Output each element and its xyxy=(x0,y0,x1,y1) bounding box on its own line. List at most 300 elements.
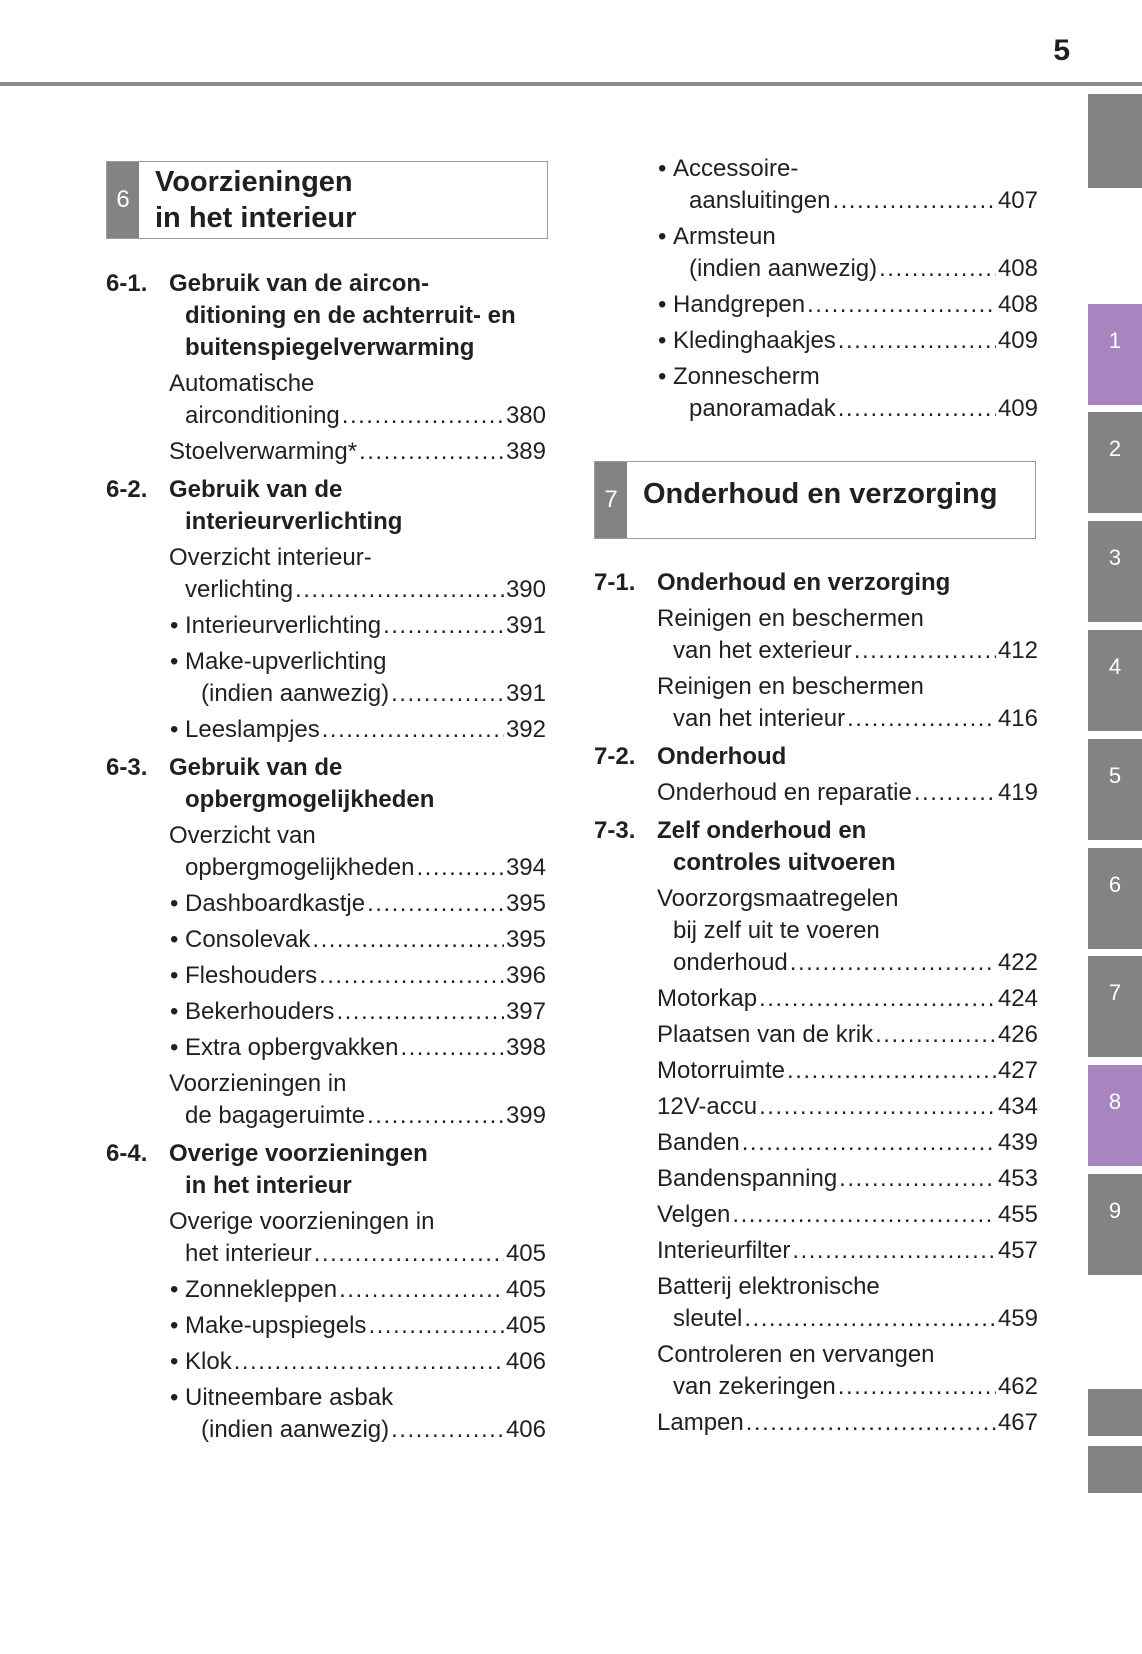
leader-dots xyxy=(359,436,504,468)
entry-title: van het exterieur xyxy=(673,637,852,664)
entry-title: Motorruimte xyxy=(657,1057,786,1084)
bullet-icon: • xyxy=(170,926,179,953)
chapter-tab-1[interactable] xyxy=(1088,304,1142,405)
entry-title: Automatische xyxy=(169,370,315,397)
entry-title: Handgrepen xyxy=(673,291,806,318)
entry-leader-line[interactable] xyxy=(106,852,546,884)
chapter-7-header[interactable] xyxy=(594,461,1036,539)
entry-title: (indien aanwezig) xyxy=(201,680,390,707)
blank-tab[interactable] xyxy=(1088,1446,1142,1493)
chapter-title-line: in het interieur xyxy=(155,202,357,234)
leader-dots xyxy=(295,574,504,606)
entry-title: Overige voorzieningen in xyxy=(169,1208,435,1235)
entry-title: de bagageruimte xyxy=(185,1102,366,1129)
toc-section xyxy=(106,474,546,538)
entry-title: Overzicht interieur- xyxy=(169,544,372,571)
entry-leader-line[interactable] xyxy=(594,983,1038,1015)
entry-leader-line[interactable] xyxy=(594,947,1038,979)
entry-text-line xyxy=(106,646,546,678)
chapter-tab-8[interactable] xyxy=(1088,1065,1142,1166)
entry-title: Leeslampjes xyxy=(185,716,320,743)
toc-entry[interactable] xyxy=(594,1271,1038,1335)
toc-subentry[interactable] xyxy=(594,221,1038,285)
page-reference[interactable]: 434 xyxy=(997,1093,1038,1120)
leader-dots xyxy=(744,1303,996,1335)
toc-right-bottom xyxy=(594,567,1038,1439)
entry-title: bij zelf uit te voeren xyxy=(673,917,880,944)
toc-section xyxy=(594,741,1038,773)
entry-title: Reinigen en beschermen xyxy=(657,673,924,700)
leader-dots xyxy=(787,1055,996,1087)
toc-entry[interactable] xyxy=(594,1127,1038,1159)
toc-subentry[interactable] xyxy=(594,325,1038,357)
leader-dots xyxy=(742,1127,996,1159)
section-title: Gebruik van de xyxy=(169,754,343,781)
toc-subentry[interactable] xyxy=(594,361,1038,425)
entry-text-line xyxy=(594,153,1038,185)
entry-leader-line[interactable] xyxy=(594,1019,1038,1051)
toc-entry[interactable] xyxy=(106,1206,546,1270)
leader-dots xyxy=(854,635,996,667)
page-reference[interactable]: 406 xyxy=(505,1416,546,1443)
section-heading-line xyxy=(106,474,546,506)
leader-dots xyxy=(838,393,996,425)
chapter-title xyxy=(139,162,356,238)
entry-title: Voorzieningen in xyxy=(169,1070,347,1097)
entry-leader-line[interactable] xyxy=(106,960,546,992)
leader-dots xyxy=(417,852,504,884)
page-reference[interactable]: 409 xyxy=(997,327,1038,354)
entry-text-line xyxy=(594,361,1038,393)
toc-subentry[interactable] xyxy=(106,996,546,1028)
entry-title: airconditioning xyxy=(185,402,340,429)
section-heading-line xyxy=(106,332,546,364)
section-title: interieurverlichting xyxy=(185,508,403,535)
leader-dots xyxy=(322,714,504,746)
section-heading-line xyxy=(106,752,546,784)
section-heading-line xyxy=(106,1170,546,1202)
chapter-title-line: Onderhoud en verzorging xyxy=(643,478,998,510)
entry-leader-line[interactable] xyxy=(594,393,1038,425)
entry-leader-line[interactable] xyxy=(594,185,1038,217)
entry-text-line xyxy=(594,603,1038,635)
entry-title: Fleshouders xyxy=(185,962,318,989)
toc-subentry[interactable] xyxy=(106,610,546,642)
entry-text-line xyxy=(594,671,1038,703)
entry-title: Controleren en vervangen xyxy=(657,1341,935,1368)
toc-subentry[interactable] xyxy=(106,646,546,710)
bullet-icon: • xyxy=(170,962,179,989)
tab-label: 6 xyxy=(1108,872,1122,897)
toc-subentry[interactable] xyxy=(106,1382,546,1446)
entry-leader-line[interactable] xyxy=(594,289,1038,321)
toc-entry[interactable] xyxy=(106,542,546,606)
entry-leader-line[interactable] xyxy=(594,1163,1038,1195)
entry-title: Bekerhouders xyxy=(185,998,335,1025)
section-number: 6-3. xyxy=(106,754,148,781)
chapter-6-header[interactable] xyxy=(106,161,548,239)
chapter-tab-2[interactable] xyxy=(1088,412,1142,513)
leader-dots xyxy=(367,1100,504,1132)
chapter-title xyxy=(627,462,997,538)
leader-dots xyxy=(234,1346,504,1378)
toc-subentry[interactable] xyxy=(106,714,546,746)
entry-leader-line[interactable] xyxy=(594,1303,1038,1335)
bullet-icon: • xyxy=(658,223,667,250)
section-heading-line xyxy=(106,784,546,816)
entry-leader-line[interactable] xyxy=(106,1032,546,1064)
toc-entry[interactable] xyxy=(594,777,1038,809)
leader-dots xyxy=(746,1407,996,1439)
leader-dots xyxy=(875,1019,996,1051)
entry-title: sleutel xyxy=(673,1305,743,1332)
entry-title: Kledinghaakjes xyxy=(673,327,836,354)
entry-leader-line[interactable] xyxy=(594,1127,1038,1159)
page-reference[interactable]: 398 xyxy=(505,1034,546,1061)
entry-text-line xyxy=(106,1068,546,1100)
blank-tab[interactable] xyxy=(1088,1389,1142,1436)
bullet-icon: • xyxy=(170,1276,179,1303)
tab-label: 1 xyxy=(1108,328,1122,353)
entry-title: Banden xyxy=(657,1129,740,1156)
blank-tab[interactable] xyxy=(1088,94,1142,188)
entry-leader-line[interactable] xyxy=(106,610,546,642)
entry-leader-line[interactable] xyxy=(106,436,546,468)
bullet-icon: • xyxy=(170,612,179,639)
entry-leader-line[interactable] xyxy=(106,1100,546,1132)
entry-leader-line[interactable] xyxy=(106,678,546,710)
entry-title: Motorkap xyxy=(657,985,758,1012)
entry-leader-line[interactable] xyxy=(594,1055,1038,1087)
toc-entry[interactable] xyxy=(594,603,1038,667)
entry-title: Onderhoud en reparatie xyxy=(657,779,912,806)
toc-section xyxy=(106,752,546,816)
page-reference[interactable]: 391 xyxy=(505,680,546,707)
page-reference[interactable]: 419 xyxy=(997,779,1038,806)
entry-leader-line[interactable] xyxy=(106,714,546,746)
page-reference[interactable]: 397 xyxy=(505,998,546,1025)
leader-dots xyxy=(342,400,504,432)
page-reference[interactable]: 422 xyxy=(997,949,1038,976)
section-title: Gebruik van de xyxy=(169,476,343,503)
page-reference[interactable]: 407 xyxy=(997,187,1038,214)
entry-title: opbergmogelijkheden xyxy=(185,854,415,881)
toc-entry[interactable] xyxy=(106,820,546,884)
section-title: Zelf onderhoud en xyxy=(657,817,867,844)
bullet-icon: • xyxy=(170,998,179,1025)
page-number: 5 xyxy=(1053,34,1070,67)
section-heading-line xyxy=(106,1138,546,1170)
leader-dots xyxy=(790,947,996,979)
entry-title: Make-upverlichting xyxy=(185,648,387,675)
leader-dots xyxy=(368,1310,504,1342)
entry-title: Reinigen en beschermen xyxy=(657,605,924,632)
section-number: 7-1. xyxy=(594,569,636,596)
chapter-tab-4[interactable] xyxy=(1088,630,1142,731)
entry-leader-line[interactable] xyxy=(594,777,1038,809)
toc-entry[interactable] xyxy=(594,983,1038,1015)
toc-left xyxy=(106,268,546,1446)
section-title: Onderhoud en verzorging xyxy=(657,569,951,596)
page-reference[interactable]: 412 xyxy=(997,637,1038,664)
entry-leader-line[interactable] xyxy=(106,574,546,606)
page-reference[interactable]: 390 xyxy=(505,576,546,603)
leader-dots xyxy=(312,924,504,956)
page-reference[interactable]: 405 xyxy=(505,1276,546,1303)
chapter-tab-9[interactable] xyxy=(1088,1174,1142,1275)
toc-entry[interactable] xyxy=(106,1068,546,1132)
entry-title: het interieur xyxy=(185,1240,312,1267)
bullet-icon: • xyxy=(658,155,667,182)
entry-title: Make-upspiegels xyxy=(185,1312,367,1339)
entry-text-line xyxy=(106,542,546,574)
section-number: 6-1. xyxy=(106,270,148,297)
entry-text-line xyxy=(106,368,546,400)
page-reference[interactable]: 427 xyxy=(997,1057,1038,1084)
chapter-tab-3[interactable] xyxy=(1088,521,1142,622)
entry-leader-line[interactable] xyxy=(106,1346,546,1378)
leader-dots xyxy=(314,1238,504,1270)
toc-entry[interactable] xyxy=(594,1055,1038,1087)
page-reference[interactable]: 395 xyxy=(505,926,546,953)
leader-dots xyxy=(336,996,504,1028)
section-title: buitenspiegelverwarming xyxy=(185,334,475,361)
entry-text-line xyxy=(106,1382,546,1414)
page-reference[interactable]: 453 xyxy=(997,1165,1038,1192)
leader-dots xyxy=(838,325,996,357)
entry-title: Dashboardkastje xyxy=(185,890,366,917)
entry-title: (indien aanwezig) xyxy=(689,255,878,282)
page-reference[interactable]: 462 xyxy=(997,1373,1038,1400)
entry-text-line xyxy=(594,915,1038,947)
entry-title: Velgen xyxy=(657,1201,731,1228)
toc-entry[interactable] xyxy=(106,436,546,468)
page-reference[interactable]: 396 xyxy=(505,962,546,989)
page-reference[interactable]: 455 xyxy=(997,1201,1038,1228)
page-reference[interactable]: 405 xyxy=(505,1312,546,1339)
entry-title: Stoelverwarming* xyxy=(169,438,358,465)
section-heading-line xyxy=(594,567,1038,599)
entry-leader-line[interactable] xyxy=(594,703,1038,735)
toc-entry[interactable] xyxy=(594,1019,1038,1051)
leader-dots xyxy=(400,1032,503,1064)
entry-title: aansluitingen xyxy=(689,187,831,214)
toc-subentry[interactable] xyxy=(106,960,546,992)
leader-dots xyxy=(759,1091,996,1123)
tab-label: 7 xyxy=(1108,980,1122,1005)
page-reference[interactable]: 408 xyxy=(997,255,1038,282)
entry-title: verlichting xyxy=(185,576,294,603)
section-number: 6-2. xyxy=(106,476,148,503)
entry-title: Armsteun xyxy=(673,223,776,250)
header-rule xyxy=(0,82,1142,86)
bullet-icon: • xyxy=(658,327,667,354)
toc-subentry[interactable] xyxy=(594,153,1038,217)
toc-section xyxy=(106,268,546,364)
entry-title: Consolevak xyxy=(185,926,311,953)
entry-title: Klok xyxy=(185,1348,232,1375)
entry-title: Zonnescherm xyxy=(673,363,820,390)
page-reference[interactable]: 467 xyxy=(997,1409,1038,1436)
entry-leader-line[interactable] xyxy=(106,1310,546,1342)
leader-dots xyxy=(391,1414,504,1446)
chapter-tab-5[interactable] xyxy=(1088,739,1142,840)
page-reference[interactable]: 394 xyxy=(505,854,546,881)
leader-dots xyxy=(383,610,504,642)
entry-leader-line[interactable] xyxy=(594,325,1038,357)
entry-title: Accessoire- xyxy=(673,155,799,182)
chapter-tab-7[interactable] xyxy=(1088,956,1142,1057)
tab-label: 2 xyxy=(1108,436,1122,461)
section-heading-line xyxy=(594,815,1038,847)
leader-dots xyxy=(391,678,504,710)
entry-title: Extra opbergvakken xyxy=(185,1034,399,1061)
entry-leader-line[interactable] xyxy=(594,1199,1038,1231)
leader-dots xyxy=(339,1274,504,1306)
page-reference[interactable]: 380 xyxy=(505,402,546,429)
bullet-icon: • xyxy=(170,1384,179,1411)
toc-section xyxy=(594,567,1038,599)
entry-title: Batterij elektronische xyxy=(657,1273,880,1300)
toc-subentry[interactable] xyxy=(594,289,1038,321)
leader-dots xyxy=(879,253,996,285)
entry-text-line xyxy=(106,820,546,852)
tab-label: 4 xyxy=(1108,654,1122,679)
section-title: opbergmogelijkheden xyxy=(185,786,435,813)
entry-text-line xyxy=(106,1206,546,1238)
section-heading-line xyxy=(106,300,546,332)
leader-dots xyxy=(807,289,996,321)
leader-dots xyxy=(839,1163,996,1195)
entry-leader-line[interactable] xyxy=(594,1091,1038,1123)
section-title: Gebruik van de aircon- xyxy=(169,270,430,297)
page-reference[interactable]: 391 xyxy=(505,612,546,639)
toc-entry[interactable] xyxy=(594,1339,1038,1403)
section-title: Onderhoud xyxy=(657,743,787,770)
entry-title: panoramadak xyxy=(689,395,836,422)
toc-entry[interactable] xyxy=(106,368,546,432)
entry-title: Zonnekleppen xyxy=(185,1276,338,1303)
page-reference[interactable]: 405 xyxy=(505,1240,546,1267)
toc-entry[interactable] xyxy=(594,1163,1038,1195)
section-title: ditioning en de achterruit- en xyxy=(185,302,516,329)
bullet-icon: • xyxy=(170,1034,179,1061)
toc-subentry[interactable] xyxy=(106,1310,546,1342)
section-heading-line xyxy=(594,847,1038,879)
page-reference[interactable]: 408 xyxy=(997,291,1038,318)
entry-title: Plaatsen van de krik xyxy=(657,1021,874,1048)
bullet-icon: • xyxy=(170,716,179,743)
tab-label: 8 xyxy=(1108,1089,1122,1114)
entry-title: onderhoud xyxy=(673,949,788,976)
page-reference[interactable]: 424 xyxy=(997,985,1038,1012)
entry-text-line xyxy=(594,1271,1038,1303)
tab-label: 9 xyxy=(1108,1198,1122,1223)
page-reference[interactable]: 392 xyxy=(505,716,546,743)
toc-entry[interactable] xyxy=(594,1199,1038,1231)
page-reference[interactable]: 395 xyxy=(505,890,546,917)
page-reference[interactable]: 409 xyxy=(997,395,1038,422)
entry-leader-line[interactable] xyxy=(106,1274,546,1306)
section-number: 7-2. xyxy=(594,743,636,770)
page-reference[interactable]: 459 xyxy=(997,1305,1038,1332)
bullet-icon: • xyxy=(658,291,667,318)
entry-title: Uitneembare asbak xyxy=(185,1384,394,1411)
chapter-title-line: Voorzieningen xyxy=(155,166,353,198)
leader-dots xyxy=(832,185,996,217)
leader-dots xyxy=(759,983,996,1015)
tab-label: 3 xyxy=(1108,545,1122,570)
toc-section xyxy=(594,815,1038,879)
entry-title: Interieurverlichting xyxy=(185,612,382,639)
page-reference[interactable]: 416 xyxy=(997,705,1038,732)
toc-subentry[interactable] xyxy=(106,1274,546,1306)
entry-title: Voorzorgsmaatregelen xyxy=(657,885,899,912)
entry-leader-line[interactable] xyxy=(106,1238,546,1270)
entry-leader-line[interactable] xyxy=(106,996,546,1028)
page-reference[interactable]: 406 xyxy=(505,1348,546,1375)
entry-leader-line[interactable] xyxy=(106,400,546,432)
leader-dots xyxy=(838,1371,996,1403)
entry-leader-line[interactable] xyxy=(594,253,1038,285)
tab-label: 5 xyxy=(1108,763,1122,788)
entry-leader-line[interactable] xyxy=(106,1414,546,1446)
section-number: 6-4. xyxy=(106,1140,148,1167)
page-reference[interactable]: 439 xyxy=(997,1129,1038,1156)
toc-subentry[interactable] xyxy=(106,1032,546,1064)
toc-subentry[interactable] xyxy=(106,1346,546,1378)
entry-leader-line[interactable] xyxy=(106,888,546,920)
section-heading-line xyxy=(106,506,546,538)
entry-leader-line[interactable] xyxy=(594,635,1038,667)
page-reference[interactable]: 457 xyxy=(997,1237,1038,1264)
bullet-icon: • xyxy=(658,363,667,390)
section-heading-line xyxy=(594,741,1038,773)
chapter-number: 7 xyxy=(595,462,627,538)
chapter-tab-6[interactable] xyxy=(1088,848,1142,949)
entry-text-line xyxy=(594,221,1038,253)
entry-text-line xyxy=(594,1339,1038,1371)
toc-entry[interactable] xyxy=(594,671,1038,735)
toc-entry[interactable] xyxy=(594,1235,1038,1267)
leader-dots xyxy=(914,777,996,809)
entry-title: Bandenspanning xyxy=(657,1165,838,1192)
toc-entry[interactable] xyxy=(594,1091,1038,1123)
entry-title: van het interieur xyxy=(673,705,846,732)
entry-leader-line[interactable] xyxy=(594,1235,1038,1267)
toc-entry[interactable] xyxy=(594,1407,1038,1439)
page-reference[interactable]: 389 xyxy=(505,438,546,465)
page-reference[interactable]: 399 xyxy=(505,1102,546,1129)
entry-leader-line[interactable] xyxy=(594,1407,1038,1439)
leader-dots xyxy=(732,1199,996,1231)
section-title: Overige voorzieningen xyxy=(169,1140,428,1167)
entry-leader-line[interactable] xyxy=(594,1371,1038,1403)
page-reference[interactable]: 426 xyxy=(997,1021,1038,1048)
entry-title: Lampen xyxy=(657,1409,744,1436)
leader-dots xyxy=(847,703,996,735)
entry-text-line xyxy=(594,883,1038,915)
entry-title: Overzicht van xyxy=(169,822,316,849)
entry-leader-line[interactable] xyxy=(106,924,546,956)
bullet-icon: • xyxy=(170,1348,179,1375)
toc-entry[interactable] xyxy=(594,883,1038,979)
toc-subentry[interactable] xyxy=(106,888,546,920)
bullet-icon: • xyxy=(170,1312,179,1339)
leader-dots xyxy=(792,1235,996,1267)
toc-subentry[interactable] xyxy=(106,924,546,956)
toc-section xyxy=(106,1138,546,1202)
